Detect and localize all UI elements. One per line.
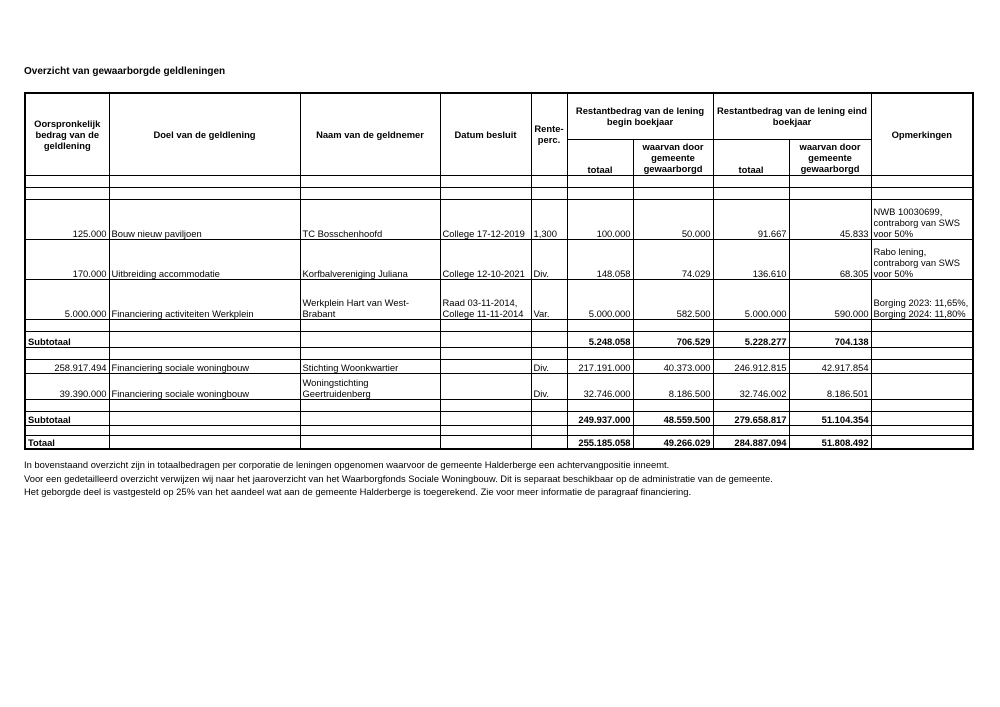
header-begin-guaranteed: waarvan door gemeente gewaarborgd [633, 139, 713, 175]
cell-end-guar: 8.186.501 [789, 373, 871, 399]
cell-purpose: Financiering activiteiten Werkplein [109, 279, 300, 319]
header-decision-date: Datum besluit [440, 93, 531, 175]
cell-rate: Div. [531, 373, 567, 399]
cell-end-guar: 45.833 [789, 199, 871, 239]
cell-begin-guar: 74.029 [633, 239, 713, 279]
empty-cell [440, 435, 531, 449]
spacer-row [25, 347, 973, 359]
empty-cell [871, 331, 973, 347]
cell-rate: Div. [531, 239, 567, 279]
empty-cell [109, 331, 300, 347]
empty-cell [531, 411, 567, 425]
cell-original: 170.000 [25, 239, 109, 279]
footnote: In bovenstaand overzicht zijn in totaalbedragen per corporatie de leningen opgenomen waarvoor de gemeente Halderberge een achtervangpositie inneemt. [24, 459, 670, 470]
cell-original: 258.917.494 [25, 359, 109, 373]
empty-cell [109, 411, 300, 425]
empty-cell [109, 435, 300, 449]
cell-begin-total: 148.058 [567, 239, 633, 279]
cell-date: College 12-10-2021 [440, 239, 531, 279]
guaranteed-loans-table [24, 92, 974, 450]
cell-begin-total: 5.248.058 [567, 331, 633, 347]
header-borrower: Naam van de geldnemer [300, 93, 440, 175]
cell-date: College 17-12-2019 [440, 199, 531, 239]
cell-date: Raad 03-11-2014, College 11-11-2014 [440, 279, 531, 319]
cell-begin-total: 255.185.058 [567, 435, 633, 449]
spacer-row [25, 399, 973, 411]
footnote: Voor een gedetailleerd overzicht verwijzen wij naar het jaaroverzicht van het Waarborgfonds Sociale Woningbouw. Dit is separaat beschikbaar op de administratie van de gemeente. [24, 472, 773, 484]
header-remarks: Opmerkingen [871, 93, 973, 175]
cell-date [440, 359, 531, 373]
table-row [25, 279, 973, 319]
cell-purpose: Bouw nieuw paviljoen [109, 199, 300, 239]
spacer-row [25, 425, 973, 435]
cell-end-total: 136.610 [713, 239, 789, 279]
spacer-row [25, 319, 973, 331]
cell-end-total: 246.912.815 [713, 359, 789, 373]
cell-begin-guar: 48.559.500 [633, 411, 713, 425]
subtotal-row [25, 411, 973, 425]
cell-end-total: 5.000.000 [713, 279, 789, 319]
table-row [25, 373, 973, 399]
header-begin-total: totaal [567, 139, 633, 175]
empty-cell [871, 411, 973, 425]
cell-purpose: Uitbreiding accommodatie [109, 239, 300, 279]
cell-purpose: Financiering sociale woningbouw [109, 373, 300, 399]
spacer-row [25, 187, 973, 199]
cell-begin-guar: 706.529 [633, 331, 713, 347]
cell-borrower: Werkplein Hart van West-Brabant [300, 279, 440, 319]
subtotal-label: Subtotaal [25, 411, 109, 425]
cell-begin-guar: 50.000 [633, 199, 713, 239]
cell-begin-guar: 8.186.500 [633, 373, 713, 399]
empty-cell [531, 331, 567, 347]
cell-begin-guar: 49.266.029 [633, 435, 713, 449]
cell-borrower: Korfbalvereniging Juliana [300, 239, 440, 279]
empty-cell [300, 331, 440, 347]
cell-date [440, 373, 531, 399]
cell-borrower: Woningstichting Geertruidenberg [300, 373, 440, 399]
subtotal-label: Totaal [25, 435, 109, 449]
table-row [25, 359, 973, 373]
cell-rate: 1,300 [531, 199, 567, 239]
table-row [25, 199, 973, 239]
cell-end-guar: 51.104.354 [789, 411, 871, 425]
cell-begin-total: 100.000 [567, 199, 633, 239]
empty-cell [440, 411, 531, 425]
cell-purpose: Financiering sociale woningbouw [109, 359, 300, 373]
cell-begin-total: 217.191.000 [567, 359, 633, 373]
cell-original: 5.000.000 [25, 279, 109, 319]
cell-rate: Var. [531, 279, 567, 319]
cell-borrower: TC Bosschenhoofd [300, 199, 440, 239]
empty-cell [300, 411, 440, 425]
header-end-guaranteed: waarvan door gemeente gewaarborgd [789, 139, 871, 175]
header-purpose: Doel van de geldlening [109, 93, 300, 175]
cell-end-guar: 68.305 [789, 239, 871, 279]
header-end-year: Restantbedrag van de lening eind boekjaar [713, 93, 871, 139]
subtotal-row [25, 331, 973, 347]
header-interest-rate: Rente-perc. [531, 93, 567, 175]
empty-cell [871, 435, 973, 449]
cell-end-total: 91.667 [713, 199, 789, 239]
footnote: Het geborgde deel is vastgesteld op 25% van het aandeel wat aan de gemeente Halderberge is toegerekend. Zie voor meer informatie de paragraaf financiering. [24, 486, 692, 497]
cell-remarks: Borging 2023: 11,65%, Borging 2024: 11,80% [871, 279, 973, 319]
subtotal-row [25, 435, 973, 449]
cell-end-guar: 590.000 [789, 279, 871, 319]
cell-begin-total: 249.937.000 [567, 411, 633, 425]
cell-borrower: Stichting Woonkwartier [300, 359, 440, 373]
header-begin-year: Restantbedrag van de lening begin boekjaar [567, 93, 713, 139]
empty-cell [440, 331, 531, 347]
cell-begin-guar: 40.373.000 [633, 359, 713, 373]
cell-end-total: 32.746.002 [713, 373, 789, 399]
header-end-total: totaal [713, 139, 789, 175]
cell-rate: Div. [531, 359, 567, 373]
cell-end-total: 5.228.277 [713, 331, 789, 347]
cell-end-guar: 42.917.854 [789, 359, 871, 373]
cell-remarks: Rabo lening, contraborg van SWS voor 50% [871, 239, 973, 279]
cell-end-total: 284.887.094 [713, 435, 789, 449]
cell-begin-total: 32.746.000 [567, 373, 633, 399]
cell-end-guar: 704.138 [789, 331, 871, 347]
cell-end-total: 279.658.817 [713, 411, 789, 425]
cell-remarks: NWB 10030699, contraborg van SWS voor 50% [871, 199, 973, 239]
footnotes [24, 458, 773, 499]
cell-begin-guar: 582.500 [633, 279, 713, 319]
empty-cell [531, 435, 567, 449]
cell-remarks [871, 359, 973, 373]
spacer-row [25, 175, 973, 187]
cell-remarks [871, 373, 973, 399]
header-original-amount: Oorspronkelijk bedrag van de geldlening [25, 93, 109, 175]
page-title: Overzicht van gewaarborgde geldleningen [24, 66, 226, 77]
cell-original: 125.000 [25, 199, 109, 239]
cell-original: 39.390.000 [25, 373, 109, 399]
empty-cell [300, 435, 440, 449]
cell-end-guar: 51.808.492 [789, 435, 871, 449]
table-row [25, 239, 973, 279]
cell-begin-total: 5.000.000 [567, 279, 633, 319]
subtotal-label: Subtotaal [25, 331, 109, 347]
